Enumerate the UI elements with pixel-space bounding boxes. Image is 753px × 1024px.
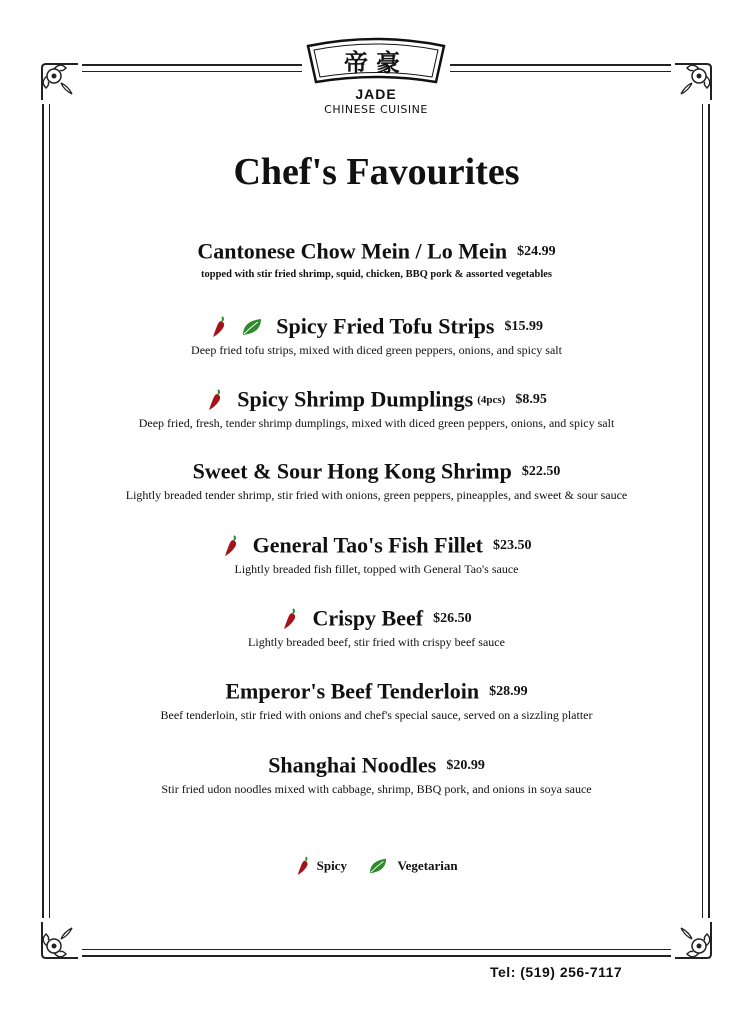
item-name: Spicy Fried Tofu Strips [276, 313, 495, 339]
spicy-icon [222, 535, 240, 557]
item-price: $8.95 [515, 391, 547, 407]
item-name: General Tao's Fish Fillet [252, 532, 483, 558]
menu-item [60, 236, 693, 283]
item-name: Crispy Beef [312, 605, 424, 631]
menu-item [60, 750, 693, 797]
item-price: $22.50 [521, 463, 561, 479]
legend-spicy-label: Spicy [316, 858, 347, 873]
legend-vegetarian-label: Vegetarian [397, 858, 458, 873]
menu-frame-inner [49, 71, 703, 950]
corner-ornament [671, 60, 715, 104]
item-price: $28.99 [489, 683, 528, 699]
corner-ornament [671, 918, 715, 962]
item-description: Lightly breaded beef, stir fried with crispy beef sauce [248, 634, 505, 649]
brand-name: JADE [355, 86, 397, 102]
phone-number: Tel: (519) 256-7117 [490, 964, 623, 980]
menu-item [60, 384, 693, 431]
spicy-icon [210, 316, 228, 338]
item-name: Spicy Shrimp Dumplings [237, 386, 474, 412]
spicy-icon [206, 389, 224, 411]
item-price: $20.99 [446, 757, 485, 773]
corner-ornament [38, 60, 82, 104]
item-price: $26.50 [433, 610, 472, 626]
brand-subtitle: CHINESE CUISINE [324, 103, 428, 116]
page-title: Chef's Favourites [233, 151, 520, 193]
item-description: Beef tenderloin, stir fried with onions and chef's special sauce, served on a sizzling platter [160, 707, 593, 722]
item-description: Stir fried udon noodles mixed with cabbage, shrimp, BBQ pork, and onions in soya sauce [161, 781, 592, 796]
vegetarian-icon [241, 317, 263, 337]
item-description: Deep fried tofu strips, mixed with diced green peppers, onions, and spicy salt [191, 342, 562, 357]
menu-item [60, 676, 693, 723]
menu-item [60, 603, 693, 650]
item-name: Shanghai Noodles [268, 752, 437, 778]
item-name: Sweet & Sour Hong Kong Shrimp [192, 458, 512, 484]
vegetarian-icon [368, 857, 388, 875]
item-price: $23.50 [493, 537, 532, 553]
item-price: $24.99 [517, 243, 556, 259]
item-description: Deep fried, fresh, tender shrimp dumplings, mixed with diced green peppers, onions, and spicy salt [138, 415, 615, 430]
item-name: Cantonese Chow Mein / Lo Mein [197, 238, 508, 264]
corner-ornament [38, 918, 82, 962]
menu-item [60, 456, 693, 503]
restaurant-logo [302, 36, 450, 120]
item-name: Emperor's Beef Tenderloin [225, 678, 480, 704]
item-quantity: (4pcs) [477, 393, 506, 406]
item-description: topped with stir fried shrimp, squid, chicken, BBQ pork & assorted vegetables [201, 268, 552, 280]
item-description: Lightly breaded fish fillet, topped with General Tao's sauce [234, 561, 519, 576]
menu-item [60, 311, 693, 358]
icon-legend [0, 856, 753, 876]
item-description: Lightly breaded tender shrimp, stir fried with onions, green peppers, pineapples, and sweet & sour sauce [125, 487, 628, 502]
item-price: $15.99 [504, 318, 543, 334]
logo-banner [302, 36, 450, 88]
menu-item [60, 530, 693, 577]
spicy-icon [281, 608, 299, 630]
logo-chinese-text: 帝豪 [344, 49, 408, 77]
spicy-icon [295, 856, 311, 876]
